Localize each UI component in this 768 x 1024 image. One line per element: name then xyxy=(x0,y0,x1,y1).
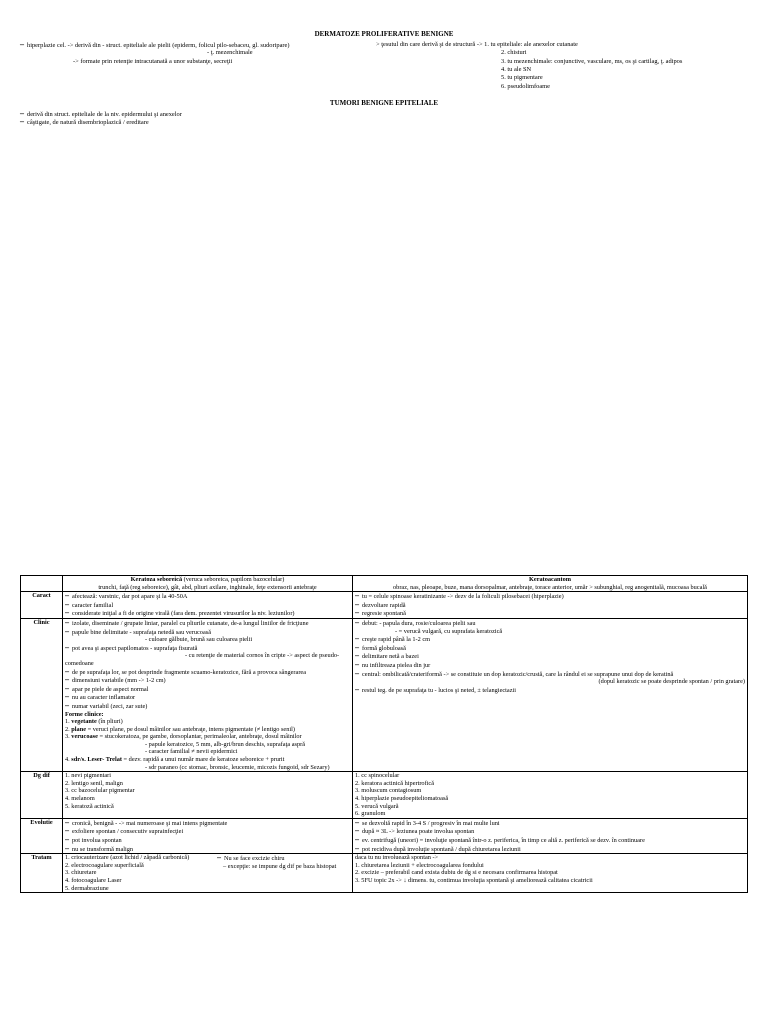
row-label: Tratam xyxy=(21,854,63,893)
list-item: – formă globuloasă xyxy=(355,643,406,652)
table-row xyxy=(21,592,748,619)
list-item: - culoare gălbuie, brună sau culoarea pielii xyxy=(145,636,253,644)
tumori-line-2: – câştigate, de natură disembrioplazică / ereditare xyxy=(20,117,149,126)
list-item: 5. verucă vulgară xyxy=(355,802,399,810)
list-item: 3. moluscum contagiosum xyxy=(355,787,422,795)
top-left-line-2: - ţ. mezenchimale xyxy=(207,49,253,56)
top-right-line-1: > ţesutul din care derivă şi de structură -> 1. tu epiteliale: ale anexelor cutanate xyxy=(376,41,578,48)
list-item: – nu se transformă malign xyxy=(65,844,134,853)
list-item: – ev. centrifugă (uneori) = involuţie spontană într-o z. periferica, în timp ce altă z. periferică se dezv. în continuare xyxy=(355,836,645,844)
list-item: – izolate, diseminate / grupate liniar, paralel cu pliurile cutanate, de-a lungul liniilor de fricţiune xyxy=(65,618,309,627)
list-item: – exfoliere spontan / consecutiv suprainfecţiei xyxy=(65,827,184,836)
list-item: – numar variabil (zeci, zar sute) xyxy=(65,701,148,710)
section-title-tumori: TUMORI BENIGNE EPITELIALE xyxy=(329,99,439,107)
list-item: 6. granulom xyxy=(355,810,386,818)
row-evolutie-col2 xyxy=(353,818,748,853)
top-right-line-5: 5. tu pigmentare xyxy=(501,74,543,81)
table-row xyxy=(21,818,748,853)
row-evolutie-col1 xyxy=(63,818,353,853)
list-item: – Nu se face excizie chiru xyxy=(217,854,285,863)
list-item: – restul teg. de pe suprafaţa tu - lucios şi neted, ± telangiectazii xyxy=(355,685,517,694)
header-keratoza-title-rest: (veruca seboreica, papilom bazocelular) xyxy=(182,576,285,583)
table-row xyxy=(21,854,748,893)
list-item: 1. cc spinocelular xyxy=(355,772,400,780)
forme-clinice-item: 1. vegetante (în pliuri) xyxy=(65,718,123,726)
row-label: Caract xyxy=(21,592,63,619)
list-item: – afectează: varstnic, dar pot apare şi la 40-50A xyxy=(65,592,188,601)
top-left-line-3: -> formate prin retenţie intracutanată a unor substanţe, secreţii xyxy=(73,58,233,65)
row-dgdif-col1 xyxy=(63,772,353,819)
forme-clinice-item: 4. sdr/s. Leser- Trelat = dezv. rapidă a unui număr mare de keratoze seboreice + prurit xyxy=(65,756,285,764)
table-row xyxy=(21,618,748,771)
list-item: – delimitare netă a bazei xyxy=(355,652,419,661)
list-item: 2. excizie – preferabil cand exista dubiu de dg si e necesara confirmarea histopat xyxy=(355,869,558,877)
list-item: – pot recidiva după involuţie spontană / după chiuretarea leziunii xyxy=(355,844,521,853)
list-item: 2. lentigo senil, malign xyxy=(65,779,123,787)
list-item: – regresie spontană xyxy=(355,609,406,618)
list-item: – pot avea şi aspect papilomatos - suprafaţa fisurată xyxy=(65,643,198,652)
list-item: 4. melanom xyxy=(65,795,95,803)
top-right-line-4: 4. tu ale SN xyxy=(501,66,532,73)
list-item: – dimensiuni variabile (mm -> 1-2 cm) xyxy=(65,676,166,685)
list-item: 1. nevi pigmentari xyxy=(65,772,111,780)
row-tratam-col2 xyxy=(353,854,748,893)
list-item: – tu = celule spinoase keratinizante -> dezv de la foliculi pilosebacei (hiperplazie) xyxy=(355,592,564,601)
list-item: (dopul keratozic se poate desprinde spontan / prin gratare) xyxy=(598,678,745,686)
list-item: – apar pe piele de aspect normal xyxy=(65,684,149,693)
tumori-line-1: – derivă din struct. epiteliale de la niv. epidermului şi anexelor xyxy=(20,109,182,118)
list-item: – central: ombilicată/crateriformă -> se constituie un dop keratozic/crustă, care la rândul ei se suprapune unui dop de keratină xyxy=(355,668,674,678)
comparison-table xyxy=(20,575,748,893)
list-item: – papule bine delimitate - suprafaţa netedă sau verucoasă xyxy=(65,627,211,636)
list-item: – creşte rapid până la 1-2 cm xyxy=(355,635,431,644)
row-caract-col1 xyxy=(63,592,353,619)
row-clinic-col1 xyxy=(63,618,353,771)
list-item: 2. electrocoagulare superficială xyxy=(65,861,144,869)
header-keratoza-sub: trunchi, faţă (reg seboreice), gât, abd, pliuri axilare, inghinale, feţe extensorii antebraţe xyxy=(98,583,317,591)
list-item: – dezvoltare rapidă xyxy=(355,600,406,609)
table-row xyxy=(21,772,748,819)
row-label: Clinic xyxy=(21,618,63,771)
list-item: 5. dermabraziune xyxy=(65,884,109,892)
table-header-row xyxy=(21,576,748,592)
top-right-line-6: 6. pseudolimfoame xyxy=(501,83,550,90)
list-item: 1. chiuretarea leziunii + electrocoagularea fondului xyxy=(355,861,484,869)
forme-clinice-item: - caracter familial ≠ nevii epidermici xyxy=(145,748,238,756)
list-item: comedoane xyxy=(65,659,94,667)
forme-clinice-item: 3. verucoase = stucokeratoza, pe gambe, dorsoplantar, perimaleolar, antebraţe, dosul mâinilor xyxy=(65,733,302,741)
row-dgdif-col2 xyxy=(353,772,748,819)
list-item: daca tu nu involuează spontan -> xyxy=(355,854,439,862)
list-item: – debut: - papula dura, rosie/culoarea pielii sau xyxy=(355,618,476,627)
list-item: – se dezvoltă rapid în 3-4 S / progresiv în mai multe luni xyxy=(355,818,500,827)
forme-clinice-item: 2. plane = veruci plane, pe dosul mâinilor sau antebraţe, intens pigmentate (≠ lentigo senil) xyxy=(65,725,295,733)
list-item: 4. hiperplazie pseudoepiteliomatoasă xyxy=(355,795,449,803)
row-caract-col2 xyxy=(353,592,748,619)
row-clinic-col2 xyxy=(353,618,748,771)
list-item: 4. fotocoagulare Laser xyxy=(65,876,122,884)
list-item: – nu au caracter inflamator xyxy=(65,693,136,702)
top-left-line-1: – hiperplazie cel. -> derivă din - struct. epiteliale ale pielii (epiderm, folicul pilo-sebaceu, gl. sudoripare) xyxy=(20,40,290,49)
list-item: - cu retenţie de material cornos în cripte -> aspect de pseudo- xyxy=(185,652,340,660)
header-keratoacantom-title: Keratoacantom xyxy=(529,576,571,583)
list-item: – pot involua spontan xyxy=(65,836,122,844)
list-item: – nu infiltreaza pielea din jur xyxy=(355,660,431,669)
row-label: Dg dif xyxy=(21,772,63,819)
top-right-line-2: 2. chisturi xyxy=(501,49,527,56)
list-item: 5. keratoză actinică xyxy=(65,802,114,810)
top-right-line-3: 3. tu mezenchimale: conjunctive, vasculare, ms, os şi cartilag, ţ. adipos xyxy=(501,58,683,65)
header-empty-cell xyxy=(21,576,63,592)
list-item: – excepţie: se impune dg dif pe baza histopat xyxy=(223,862,337,870)
list-item: – după ≈ 3L -> leziunea poate involua spontan xyxy=(355,827,475,836)
list-item: – considerate iniţial a fi de origine virală (fara dem. prezentei virusurilor la niv. leziunilor) xyxy=(65,609,295,618)
list-item: 1. criocauterizare (azot lichid / zăpadă carbonică) xyxy=(65,854,190,862)
header-keratoza xyxy=(63,576,353,592)
section-title-dermatoze: DERMATOZE PROLIFERATIVE BENIGNE xyxy=(314,30,454,38)
forme-clinice-item: - papule keratozice, 5 mm, alb-gri/brun deschis, suprafaţa aspră xyxy=(145,740,305,748)
forme-clinice-title: Forme clinice: xyxy=(65,710,104,718)
list-item: – cronică, benignă - -> mai numeroase şi mai intens pigmentate xyxy=(65,818,228,827)
header-keratoacantom-sub: obraz, nas, pleoape, buze, mana dorsopalmar, antebraţe, torace anterior, umăr > subunghial, reg anogenitalã, mucoasa bucală xyxy=(393,583,707,591)
list-item: 3. cc bazocelular pigmentar xyxy=(65,787,135,795)
list-item: 3. 5FU topic 2x -> ↓ dimens. tu, contimua involuţia spontană şi ameliorează calitatea cicatricii xyxy=(355,876,593,884)
list-item: – de pe suprafaţa lor, se pot desprinde fragmente scuamo-keratozice, fără a provoca sângerarea xyxy=(65,667,307,676)
forme-clinice-item: - sdr paraneo (cc stomac, bronsic, leucemie, micozis fungoid, sdr Sezary) xyxy=(145,763,330,771)
row-tratam-col1 xyxy=(63,854,353,893)
list-item: – caracter familial xyxy=(65,600,114,609)
row-label: Evolutie xyxy=(21,818,63,853)
header-keratoza-title: Keratoza seboreică xyxy=(130,576,183,583)
list-item: 2. keratora actinică hipertrofică xyxy=(355,779,435,787)
list-item: 3. chiuretare xyxy=(65,869,97,877)
header-keratoacantom xyxy=(353,576,748,592)
list-item: - = verucă vulgară, cu suprafata keratozică xyxy=(395,627,503,635)
